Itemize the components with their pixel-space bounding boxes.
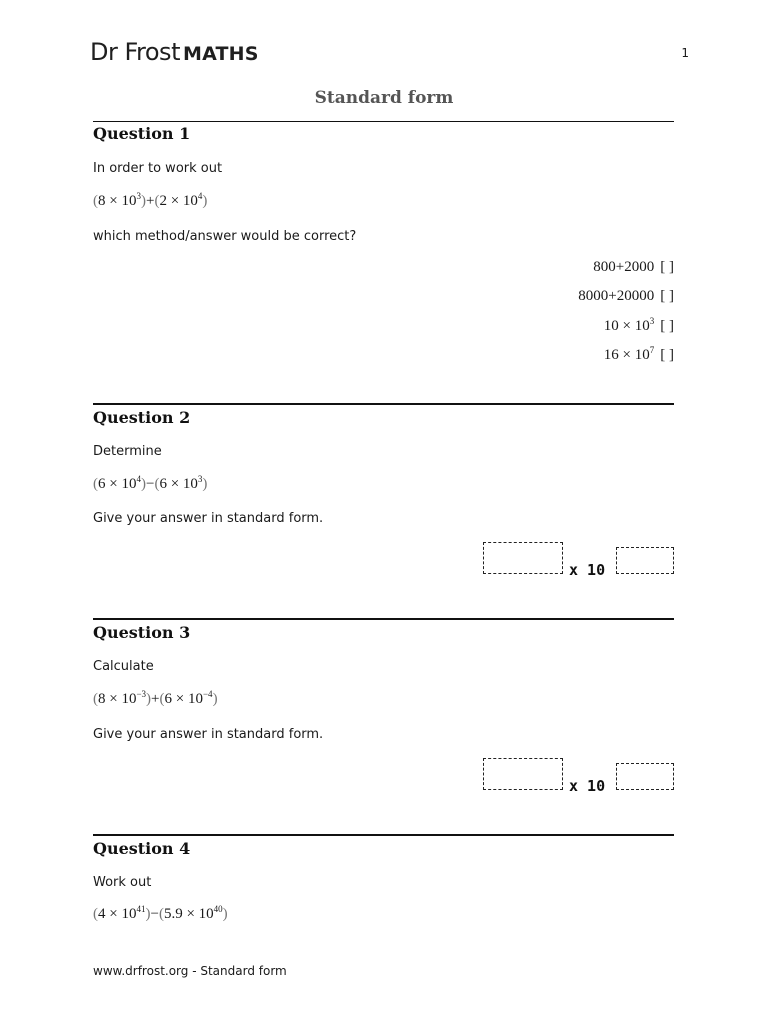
logo-sub-text: MATHS: [182, 43, 259, 65]
question-2-divider: [93, 403, 674, 405]
question-1-prompt: In order to work out: [93, 161, 223, 176]
question-3-instruction: Give your answer in standard form.: [93, 727, 324, 742]
question-1-expression: $(8 \times 10^3)+(2 \times 10^4)$: [93, 191, 208, 209]
question-3-divider: [93, 618, 674, 620]
question-1-option-4[interactable]: $16 \times 10^7$ [ ]: [603, 345, 674, 363]
question-3-exponent-input[interactable]: [616, 763, 674, 790]
question-2-expression: $(6 \times 10^4)-(6 \times 10^3)$: [93, 474, 208, 492]
question-4-heading: Question 4: [93, 839, 191, 858]
question-1-option-3[interactable]: $10 \times 10^3$ [ ]: [603, 316, 674, 334]
question-1-heading: Question 1: [93, 124, 191, 143]
question-3-expression: $(8 \times 10^{-3})+(6 \times 10^{-4})$: [93, 689, 218, 707]
page-title: Standard form: [314, 88, 454, 108]
option-checkbox[interactable]: [ ]: [660, 288, 674, 304]
drfrost-logo: [90, 38, 259, 66]
times-ten-label: x 10: [569, 561, 606, 579]
question-4-prompt: Work out: [93, 875, 152, 890]
question-4-divider: [93, 834, 674, 836]
question-1-divider: [93, 121, 674, 122]
question-4-expression: $(4 \times 10^{41})-(5.9 \times 10^{40})$: [93, 904, 228, 922]
option-checkbox[interactable]: [ ]: [660, 347, 674, 363]
logo-main-text: Dr Frost: [90, 38, 180, 66]
question-2-coefficient-input[interactable]: [483, 542, 563, 574]
question-3-heading: Question 3: [93, 623, 191, 642]
option-checkbox[interactable]: [ ]: [660, 259, 674, 275]
question-2-instruction: Give your answer in standard form.: [93, 511, 324, 526]
option-checkbox[interactable]: [ ]: [660, 318, 674, 334]
question-1-option-1[interactable]: 800+2000 [ ]: [593, 259, 674, 275]
page-footer: www.drfrost.org - Standard form: [93, 964, 287, 978]
question-1-option-2[interactable]: 8000+20000 [ ]: [578, 288, 674, 304]
question-3-coefficient-input[interactable]: [483, 758, 563, 790]
question-3-prompt: Calculate: [93, 659, 154, 674]
question-2-prompt: Determine: [93, 444, 162, 459]
question-1-instruction: which method/answer would be correct?: [93, 229, 357, 244]
page-number: 1: [681, 46, 689, 60]
question-2-exponent-input[interactable]: [616, 547, 674, 574]
times-ten-label: x 10: [569, 777, 606, 795]
question-2-heading: Question 2: [93, 408, 191, 427]
